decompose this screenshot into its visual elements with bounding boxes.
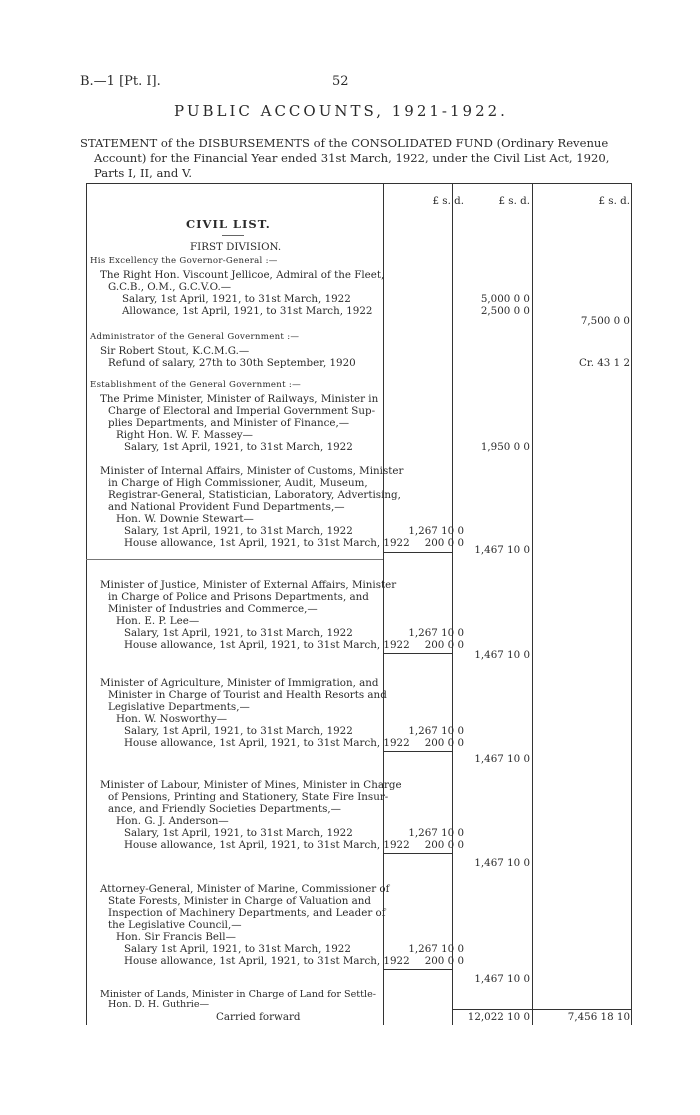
minister-house-amount: 200 0 0	[424, 737, 464, 749]
minister-line: Attorney-General, Minister of Marine, Commissioner of	[100, 883, 390, 895]
gov-general-allowance: Allowance, 1st April, 1921, to 31st March, 1922	[122, 305, 373, 317]
minister-line: Hon. G. J. Anderson—	[116, 815, 229, 827]
statement-line: Parts I, II, and V.	[94, 166, 193, 180]
column-header-3: £ s. d.	[598, 195, 630, 207]
minister-house-amount: 200 0 0	[424, 839, 464, 851]
administrator-line: Sir Robert Stout, K.C.M.G.—	[100, 345, 250, 357]
subtotal-rule	[383, 653, 452, 654]
carried-forward-label: Carried forward	[216, 1011, 301, 1023]
gov-general-heading: His Excellency the Governor-General :—	[90, 256, 278, 266]
minister-salary: Salary 1st April, 1921, to 31st March, 1922	[124, 943, 351, 955]
minister-line: Minister of Agriculture, Minister of Immigration, and	[100, 677, 379, 689]
establishment-heading: Establishment of the General Government :—	[90, 380, 301, 390]
gov-salary-amount: 5,000 0 0	[480, 293, 530, 305]
establishment-line: Right Hon. W. F. Massey—	[116, 429, 253, 441]
minister-house-allowance: House allowance, 1st April, 1921, to 31st March, 1922	[124, 639, 410, 651]
column-header-1: £ s. d.	[432, 195, 464, 207]
disbursements-table	[86, 183, 632, 1025]
minister-line: Hon. D. H. Guthrie—	[108, 999, 210, 1010]
minister-line: in Charge of High Commissioner, Audit, Museum,	[108, 477, 368, 489]
minister-house-allowance: House allowance, 1st April, 1921, to 31st March, 1922	[124, 537, 410, 549]
statement-line: Account) for the Financial Year ended 31st March, 1922, under the Civil List Act, 1920,	[94, 151, 610, 165]
administrator-amount: Cr. 43 1 2	[579, 357, 630, 369]
minister-salary: Salary, 1st April, 1921, to 31st March, 1922	[124, 525, 353, 537]
minister-line: Minister in Charge of Tourist and Health Resorts and	[108, 689, 387, 701]
minister-line: Hon. E. P. Lee—	[116, 615, 200, 627]
minister-line: Hon. Sir Francis Bell—	[116, 931, 236, 943]
minister-line: Minister of Lands, Minister in Charge of Land for Settle-	[100, 989, 377, 1000]
gov-total-amount: 7,500 0 0	[580, 315, 630, 327]
subtotal-rule	[383, 853, 452, 854]
column-rule	[383, 183, 384, 1025]
gov-allowance-amount: 2,500 0 0	[480, 305, 530, 317]
minister-salary-amount: 1,267 10 0	[408, 525, 464, 537]
minister-total: 1,467 10 0	[474, 857, 530, 869]
minister-house-amount: 200 0 0	[424, 537, 464, 549]
administrator-refund: Refund of salary, 27th to 30th September, 1920	[108, 357, 356, 369]
establishment-line: The Prime Minister, Minister of Railways, Minister in	[100, 393, 379, 405]
table-right-rule	[631, 183, 632, 1025]
carried-forward-col2: 12,022 10 0	[467, 1011, 530, 1023]
administrator-heading: Administrator of the General Government :—	[90, 332, 300, 342]
table-left-rule	[86, 183, 87, 1025]
subtotal-rule	[383, 969, 452, 970]
column-header-2: £ s. d.	[498, 195, 530, 207]
minister-line: of Pensions, Printing and Stationery, State Fire Insur-	[108, 791, 389, 803]
statement-line: STATEMENT of the DISBURSEMENTS of the CONSOLIDATED FUND (Ordinary Revenue	[80, 136, 609, 150]
division-heading: FIRST DIVISION.	[190, 241, 282, 253]
carried-rule	[452, 1009, 632, 1010]
minister-line: Hon. W. Downie Stewart—	[116, 513, 254, 525]
minister-salary-amount: 1,267 10 0	[408, 627, 464, 639]
minister-salary-amount: 1,267 10 0	[408, 827, 464, 839]
minister-house-allowance: House allowance, 1st April, 1921, to 31st March, 1922	[124, 737, 410, 749]
minister-line: Registrar-General, Statistician, Laboratory, Advertising,	[108, 489, 401, 501]
column-rule	[532, 183, 533, 1025]
minister-salary: Salary, 1st April, 1921, to 31st March, 1922	[124, 627, 353, 639]
row-rule	[86, 559, 383, 560]
minister-salary-amount: 1,267 10 0	[408, 725, 464, 737]
establishment-line: Charge of Electoral and Imperial Government Sup-	[108, 405, 376, 417]
carried-forward-col3: 7,456 18 10	[567, 1011, 630, 1023]
minister-line: the Legislative Council,—	[108, 919, 242, 931]
minister-total: 1,467 10 0	[474, 544, 530, 556]
minister-house-allowance: House allowance, 1st April, 1921, to 31st March, 1922	[124, 955, 410, 967]
minister-line: Inspection of Machinery Departments, and Leader of	[108, 907, 386, 919]
establishment-amount: 1,950 0 0	[480, 441, 530, 453]
establishment-salary: Salary, 1st April, 1921, to 31st March, 1922	[124, 441, 353, 453]
page-number: 52	[332, 74, 349, 89]
statement-heading	[80, 136, 640, 181]
minister-house-amount: 200 0 0	[424, 955, 464, 967]
minister-line: State Forests, Minister in Charge of Valuation and	[108, 895, 371, 907]
minister-line: ance, and Friendly Societies Departments,—	[108, 803, 341, 815]
gov-general-line: G.C.B., O.M., G.C.V.O.—	[108, 281, 232, 293]
minister-salary: Salary, 1st April, 1921, to 31st March, 1922	[124, 827, 353, 839]
establishment-line: plies Departments, and Minister of Finance,—	[108, 417, 350, 429]
minister-total: 1,467 10 0	[474, 753, 530, 765]
minister-line: Minister of Labour, Minister of Mines, Minister in Charge	[100, 779, 402, 791]
minister-line: Minister of Internal Affairs, Minister of Customs, Minister	[100, 465, 404, 477]
minister-total: 1,467 10 0	[474, 973, 530, 985]
minister-house-allowance: House allowance, 1st April, 1921, to 31st March, 1922	[124, 839, 410, 851]
column-rule	[452, 183, 453, 1025]
gov-general-salary: Salary, 1st April, 1921, to 31st March, 1922	[122, 293, 351, 305]
minister-line: in Charge of Police and Prisons Departments, and	[108, 591, 369, 603]
minister-line: Legislative Departments,—	[108, 701, 250, 713]
minister-total: 1,467 10 0	[474, 649, 530, 661]
heading-dash	[222, 235, 244, 236]
page-title: PUBLIC ACCOUNTS, 1921-1922.	[174, 102, 508, 120]
gov-general-line: The Right Hon. Viscount Jellicoe, Admiral of the Fleet,	[100, 269, 385, 281]
section-heading: CIVIL LIST.	[186, 217, 271, 231]
minister-line: Hon. W. Nosworthy—	[116, 713, 227, 725]
minister-line: and National Provident Fund Departments,—	[108, 501, 345, 513]
subtotal-rule	[383, 751, 452, 752]
subtotal-rule	[383, 552, 452, 553]
document-reference: B.—1 [Pt. I].	[80, 74, 161, 89]
minister-house-amount: 200 0 0	[424, 639, 464, 651]
minister-salary-amount: 1,267 10 0	[408, 943, 464, 955]
minister-salary: Salary, 1st April, 1921, to 31st March, 1922	[124, 725, 353, 737]
minister-line: Minister of Industries and Commerce,—	[108, 603, 318, 615]
minister-line: Minister of Justice, Minister of External Affairs, Minister	[100, 579, 397, 591]
table-top-rule	[86, 183, 632, 184]
